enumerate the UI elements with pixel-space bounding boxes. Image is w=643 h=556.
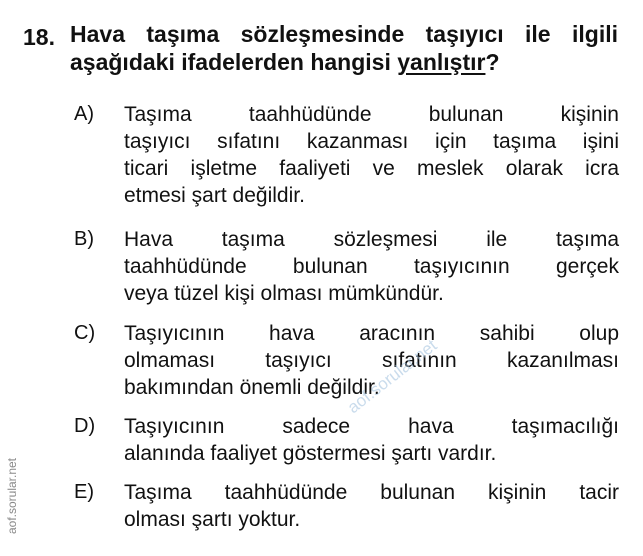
- option-d-letter: D): [74, 415, 96, 437]
- option-e-text: [124, 479, 619, 533]
- option-a-letter: A): [74, 103, 94, 125]
- option-e-line: olması şartı yoktur.: [124, 508, 301, 531]
- option-c-line: Taşıyıcının hava aracının sahibi olup: [124, 322, 619, 345]
- question-stem-line-1: Hava taşıma sözleşmesinde taşıyıcı ile ilgili: [70, 21, 618, 47]
- question-negative-word: yanlıştır: [397, 49, 486, 75]
- option-a-line: taşıyıcı sıfatını kazanması için taşıma işini: [124, 130, 619, 153]
- option-b-text: [124, 226, 619, 307]
- option-a-line: etmesi şart değildir.: [124, 184, 305, 207]
- option-a-line: Taşıma taahhüdünde bulunan kişinin: [124, 103, 619, 126]
- option-d-line: alanında faaliyet göstermesi şartı vardır.: [124, 442, 497, 465]
- question-mark: ?: [485, 49, 500, 75]
- option-b-line: Hava taşıma sözleşmesi ile taşıma: [124, 228, 619, 251]
- question-number: 18.: [23, 24, 55, 50]
- option-d-line: Taşıyıcının sadece hava taşımacılığı: [124, 415, 619, 438]
- question-stem-line-2: aşağıdaki ifadelerden hangisi: [70, 49, 398, 75]
- side-watermark-text: aof.sorular.net: [5, 457, 19, 535]
- question-stem: [70, 20, 618, 76]
- option-b-line: veya tüzel kişi olması mümkündür.: [124, 282, 444, 305]
- option-d-text: [124, 413, 619, 467]
- option-a-line: ticari işletme faaliyeti ve meslek olarak icra: [124, 157, 619, 180]
- option-c-line: bakımından önemli değildir.: [124, 376, 380, 399]
- option-c-line: olmaması taşıyıcı sıfatının kazanılması: [124, 349, 619, 372]
- option-e-letter: E): [74, 481, 94, 503]
- option-a-text: [124, 101, 619, 209]
- side-watermark: [0, 440, 24, 552]
- option-b-letter: B): [74, 228, 94, 250]
- option-e-line: Taşıma taahhüdünde bulunan kişinin tacir: [124, 481, 619, 504]
- option-b-line: taahhüdünde bulunan taşıyıcının gerçek: [124, 255, 619, 278]
- option-c-letter: C): [74, 322, 96, 344]
- center-watermark: aof.sorular.net: [343, 335, 441, 418]
